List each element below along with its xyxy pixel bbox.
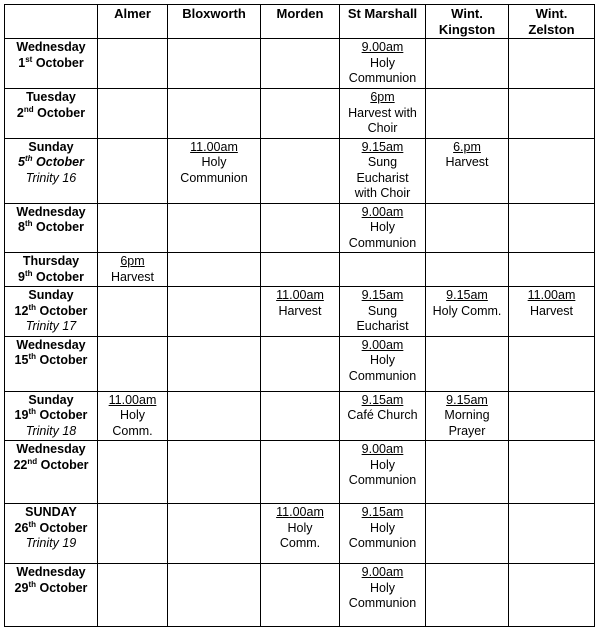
service-cell: [98, 504, 168, 564]
day-month: October: [39, 353, 88, 367]
service-cell: [509, 504, 595, 564]
service-cell: [168, 391, 261, 441]
service-time: 9.15am: [361, 505, 404, 519]
day-cell: [5, 564, 98, 627]
day-name: Wednesday: [16, 204, 86, 219]
day-month: October: [37, 105, 86, 120]
service-cell: [168, 253, 261, 287]
trinity-label: Trinity 16: [25, 170, 77, 185]
service-cell: [98, 441, 168, 504]
header-morden: [261, 5, 340, 39]
service-cell: [509, 39, 595, 89]
service-cell: [340, 504, 426, 564]
service-cell: [168, 287, 261, 337]
day-date: [7, 353, 95, 369]
service-cell: [340, 564, 426, 627]
day-suffix: th: [28, 302, 37, 312]
service-time: 6pm: [120, 254, 145, 268]
trinity-label: Trinity 18: [25, 423, 77, 438]
header-row: [5, 5, 595, 39]
service-cell: [426, 138, 509, 203]
day-date: [7, 304, 95, 320]
service-cell: [98, 564, 168, 627]
day-number: 5: [18, 155, 25, 169]
day-suffix: nd: [27, 456, 38, 466]
header-label: Zelston: [528, 21, 575, 37]
day-date: [7, 521, 95, 537]
schedule-row: [5, 89, 595, 139]
service-cell: [340, 39, 426, 89]
service-cell: [426, 441, 509, 504]
service-time: 9.15am: [446, 288, 488, 302]
day-date: [7, 56, 95, 72]
trinity-label: Trinity 19: [25, 536, 77, 550]
day-suffix: th: [24, 153, 33, 163]
schedule-row: [5, 336, 595, 391]
service-time: 11.00am: [276, 288, 324, 302]
service-cell: [261, 39, 340, 89]
service-cell: [261, 203, 340, 253]
header-bloxworth: [168, 5, 261, 39]
day-date: [7, 458, 95, 474]
day-month: October: [39, 520, 88, 535]
service-cell: [261, 336, 340, 391]
service-cell: [98, 39, 168, 89]
service-name: Holy: [287, 520, 313, 535]
schedule-row: [5, 203, 595, 253]
service-name: Communion: [348, 71, 417, 85]
day-number: 29: [14, 580, 29, 595]
header-almer: [98, 5, 168, 39]
service-time: 9.00am: [361, 204, 404, 219]
day-month: October: [36, 155, 84, 169]
service-name: Holy: [369, 580, 395, 595]
day-cell: [5, 39, 98, 89]
service-cell: [426, 89, 509, 139]
service-cell: [261, 138, 340, 203]
service-cell: [426, 391, 509, 441]
schedule-row: [5, 253, 595, 287]
day-suffix: th: [24, 268, 33, 278]
service-cell: [168, 441, 261, 504]
day-number: 19: [14, 408, 29, 422]
day-number: 1: [18, 55, 26, 70]
service-name: Morning: [444, 408, 490, 422]
service-name: Holy: [369, 353, 395, 367]
day-suffix: th: [28, 579, 37, 589]
service-time: 6.pm: [453, 139, 481, 154]
schedule-body: [5, 39, 595, 627]
service-name: Harvest: [110, 269, 155, 284]
day-name: Wednesday: [16, 565, 86, 579]
service-name: Communion: [348, 536, 417, 550]
service-cell: [168, 504, 261, 564]
day-name: Wednesday: [16, 337, 86, 352]
service-name: Harvest: [445, 155, 489, 169]
service-cell: [509, 253, 595, 287]
trinity-label: Trinity 17: [25, 319, 77, 333]
service-time: 9.15am: [446, 392, 488, 407]
day-cell: [5, 391, 98, 441]
service-name: Holy: [369, 55, 395, 70]
header-label: Wint.: [535, 6, 568, 21]
header-st-marshall: [340, 5, 426, 39]
service-cell: [168, 39, 261, 89]
service-cell: [426, 253, 509, 287]
day-month: October: [40, 457, 89, 472]
service-cell: [340, 391, 426, 441]
day-month: October: [39, 408, 88, 422]
day-name: Wednesday: [16, 40, 86, 54]
service-time: 11.00am: [108, 392, 157, 407]
day-name: SUNDAY: [25, 505, 77, 519]
day-name: Sunday: [28, 288, 74, 302]
service-time: 9.15am: [361, 392, 404, 407]
service-cell: [261, 504, 340, 564]
day-month: October: [36, 220, 84, 234]
day-date: [7, 408, 95, 424]
day-date: [7, 220, 95, 236]
service-cell: [340, 441, 426, 504]
service-cell: [98, 253, 168, 287]
service-name: Communion: [348, 368, 417, 383]
service-cell: [98, 138, 168, 203]
day-cell: [5, 253, 98, 287]
day-suffix: th: [28, 519, 37, 529]
day-name: Sunday: [28, 392, 74, 407]
service-name: Communion: [348, 596, 417, 610]
service-time: 9.15am: [361, 288, 404, 302]
service-cell: [261, 287, 340, 337]
day-name: Wednesday: [16, 442, 86, 456]
day-name: Tuesday: [26, 90, 76, 104]
header-label: Wint.: [451, 6, 483, 21]
schedule-row: [5, 391, 595, 441]
service-cell: [509, 138, 595, 203]
header-label: Morden: [276, 6, 324, 21]
day-cell: [5, 287, 98, 337]
schedule-row: [5, 564, 595, 627]
service-cell: [98, 89, 168, 139]
day-cell: [5, 89, 98, 139]
day-suffix: th: [28, 351, 37, 361]
service-cell: [426, 287, 509, 337]
service-time: 11.00am: [276, 505, 324, 519]
service-cell: [426, 504, 509, 564]
service-cell: [426, 336, 509, 391]
day-number: 12: [14, 303, 29, 318]
day-cell: [5, 504, 98, 564]
day-cell: [5, 203, 98, 253]
service-name: Café Church: [347, 408, 418, 422]
day-number: 22: [13, 457, 28, 472]
schedule-row: [5, 287, 595, 337]
service-name: Communion: [180, 170, 248, 185]
service-name: Sung Eucharist: [356, 303, 409, 333]
schedule-row: [5, 441, 595, 504]
service-cell: [261, 253, 340, 287]
service-name: Sung Eucharist: [356, 155, 409, 185]
day-suffix: nd: [23, 104, 34, 114]
service-name: Holy: [369, 220, 395, 234]
day-name: Thursday: [22, 254, 80, 268]
service-cell: [426, 203, 509, 253]
day-month: October: [36, 269, 84, 284]
service-cell: [168, 203, 261, 253]
service-cell: [98, 287, 168, 337]
service-name: Holy: [201, 155, 227, 169]
header-label: Bloxworth: [182, 6, 246, 21]
service-cell: [340, 138, 426, 203]
service-cell: [509, 287, 595, 337]
day-number: 8: [18, 220, 25, 234]
schedule-row: [5, 39, 595, 89]
day-suffix: th: [28, 406, 37, 416]
service-name: Holy: [369, 457, 395, 472]
header-label: Kingston: [438, 21, 496, 37]
service-time: 9.00am: [361, 40, 404, 54]
service-name: Holy: [369, 520, 395, 535]
header-blank: [5, 5, 98, 39]
service-cell: [509, 391, 595, 441]
service-cell: [168, 138, 261, 203]
service-cell: [261, 391, 340, 441]
service-cell: [168, 564, 261, 627]
service-time: 9.00am: [361, 442, 404, 456]
service-cell: [509, 336, 595, 391]
service-name: Holy Comm.: [432, 303, 502, 318]
service-schedule-table: [4, 4, 595, 627]
service-cell: [509, 89, 595, 139]
service-time: 9.00am: [361, 337, 404, 352]
day-cell: [5, 336, 98, 391]
service-cell: [98, 391, 168, 441]
service-time: 9.15am: [361, 139, 404, 154]
header-label: Almer: [114, 6, 151, 21]
service-cell: [340, 336, 426, 391]
service-time: 6pm: [370, 90, 395, 104]
header-label: St Marshall: [347, 6, 418, 21]
service-name: Choir: [367, 121, 398, 135]
service-cell: [340, 89, 426, 139]
day-date: [7, 155, 95, 171]
service-time: 9.00am: [361, 565, 404, 579]
header-wint-kingston: [426, 5, 509, 39]
service-cell: [98, 336, 168, 391]
day-number: 9: [18, 269, 25, 284]
header-wint-zelston: [509, 5, 595, 39]
service-name: Harvest with: [348, 105, 417, 120]
day-date: [7, 581, 95, 597]
service-time: 11.00am: [190, 139, 238, 154]
service-name: Communion: [348, 473, 417, 487]
day-number: 15: [14, 353, 29, 367]
service-cell: [426, 39, 509, 89]
service-time: 11.00am: [527, 288, 576, 302]
service-name: Harvest: [278, 303, 322, 318]
day-name: Sunday: [28, 139, 74, 154]
service-cell: [98, 203, 168, 253]
service-cell: [509, 203, 595, 253]
service-cell: [261, 441, 340, 504]
day-suffix: st: [25, 54, 33, 64]
day-month: October: [39, 580, 88, 595]
service-cell: [168, 89, 261, 139]
day-suffix: th: [24, 218, 33, 228]
service-cell: [168, 336, 261, 391]
day-date: [7, 106, 95, 122]
service-name: Harvest: [529, 303, 574, 318]
service-cell: [261, 564, 340, 627]
service-name: Communion: [348, 235, 417, 250]
service-cell: [340, 287, 426, 337]
day-number: 26: [14, 520, 29, 535]
service-cell: [509, 564, 595, 627]
service-name: Comm.: [279, 536, 321, 550]
schedule-row: [5, 138, 595, 203]
schedule-row: [5, 504, 595, 564]
service-cell: [340, 253, 426, 287]
service-name: Prayer: [448, 423, 486, 438]
service-name: with Choir: [354, 186, 411, 200]
day-cell: [5, 441, 98, 504]
service-cell: [340, 203, 426, 253]
service-name: Holy: [119, 408, 145, 422]
day-date: [7, 270, 95, 286]
service-cell: [509, 441, 595, 504]
day-number: 2: [16, 105, 24, 120]
day-month: October: [35, 55, 84, 70]
service-name: Comm.: [112, 423, 153, 438]
day-month: October: [39, 303, 88, 318]
service-cell: [426, 564, 509, 627]
service-cell: [261, 89, 340, 139]
day-cell: [5, 138, 98, 203]
